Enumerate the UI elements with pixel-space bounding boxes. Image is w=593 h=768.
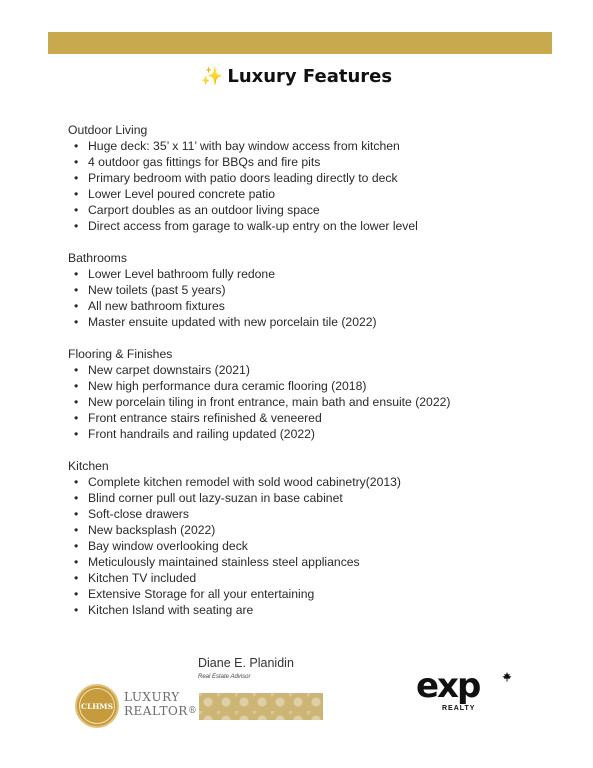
agent-name: Diane E. Planidin: [198, 656, 294, 670]
section-outdoor-living: [68, 122, 568, 234]
list-item: • Blind corner pull out lazy-suzan in base cabinet: [68, 490, 568, 506]
top-accent-bar: [48, 32, 552, 54]
exp-wordmark: exp: [416, 666, 480, 706]
feature-list: [68, 362, 568, 442]
section-bathrooms: [68, 250, 568, 330]
list-item: • 4 outdoor gas fittings for BBQs and fire pits: [68, 154, 568, 170]
list-item: • Extensive Storage for all your entertaining: [68, 586, 568, 602]
section-heading: Outdoor Living: [68, 123, 148, 137]
page-title: [0, 66, 593, 87]
section-heading: Bathrooms: [68, 251, 127, 265]
section-flooring-finishes: [68, 346, 568, 442]
clhms-seal-logo: [75, 684, 119, 728]
seal-text: CLHMS: [79, 688, 115, 724]
list-item: • Master ensuite updated with new porcelain tile (2022): [68, 314, 568, 330]
list-item: • New backsplash (2022): [68, 522, 568, 538]
luxury-line: LUXURY: [124, 690, 180, 704]
agent-title: Real Estate Advisor: [198, 674, 251, 680]
list-item: • New high performance dura ceramic flooring (2018): [68, 378, 568, 394]
list-item: • New carpet downstairs (2021): [68, 362, 568, 378]
list-item: • New porcelain tiling in front entrance, main bath and ensuite (2022): [68, 394, 568, 410]
list-item: • Front handrails and railing updated (2022): [68, 426, 568, 442]
feature-list: [68, 138, 568, 234]
list-item: • Meticulously maintained stainless steel appliances: [68, 554, 568, 570]
maple-leaf-icon: [502, 672, 512, 682]
feature-list: [68, 474, 568, 618]
list-item: • Front entrance stairs refinished & veneered: [68, 410, 568, 426]
list-item: • Bay window overlooking deck: [68, 538, 568, 554]
list-item: • Direct access from garage to walk-up entry on the lower level: [68, 218, 568, 234]
section-heading: Flooring & Finishes: [68, 347, 173, 361]
features-content: [68, 122, 568, 634]
list-item: • Soft-close drawers: [68, 506, 568, 522]
registered-mark: ®: [187, 706, 198, 716]
list-item: • Lower Level poured concrete patio: [68, 186, 568, 202]
section-kitchen: [68, 458, 568, 618]
feature-list: [68, 266, 568, 330]
realty-text: REALTY: [442, 705, 476, 712]
sparkles-icon: ✨: [200, 66, 224, 87]
realtor-line: REALTOR: [124, 704, 188, 718]
decorative-pattern-band: [199, 693, 323, 720]
list-item: • Carport doubles as an outdoor living space: [68, 202, 568, 218]
list-item: • Kitchen TV included: [68, 570, 568, 586]
exp-realty-logo: [416, 668, 512, 718]
list-item: • Primary bedroom with patio doors leading directly to deck: [68, 170, 568, 186]
list-item: • Huge deck: 35’ x 11’ with bay window access from kitchen: [68, 138, 568, 154]
list-item: • New toilets (past 5 years): [68, 282, 568, 298]
list-item: • Lower Level bathroom fully redone: [68, 266, 568, 282]
section-heading: Kitchen: [68, 459, 109, 473]
list-item: • Complete kitchen remodel with sold wood cabinetry(2013): [68, 474, 568, 490]
luxury-realtor-logo: [124, 690, 197, 718]
list-item: • Kitchen Island with seating are: [68, 602, 568, 618]
list-item: • All new bathroom fixtures: [68, 298, 568, 314]
page-title-text: Luxury Features: [227, 66, 393, 87]
